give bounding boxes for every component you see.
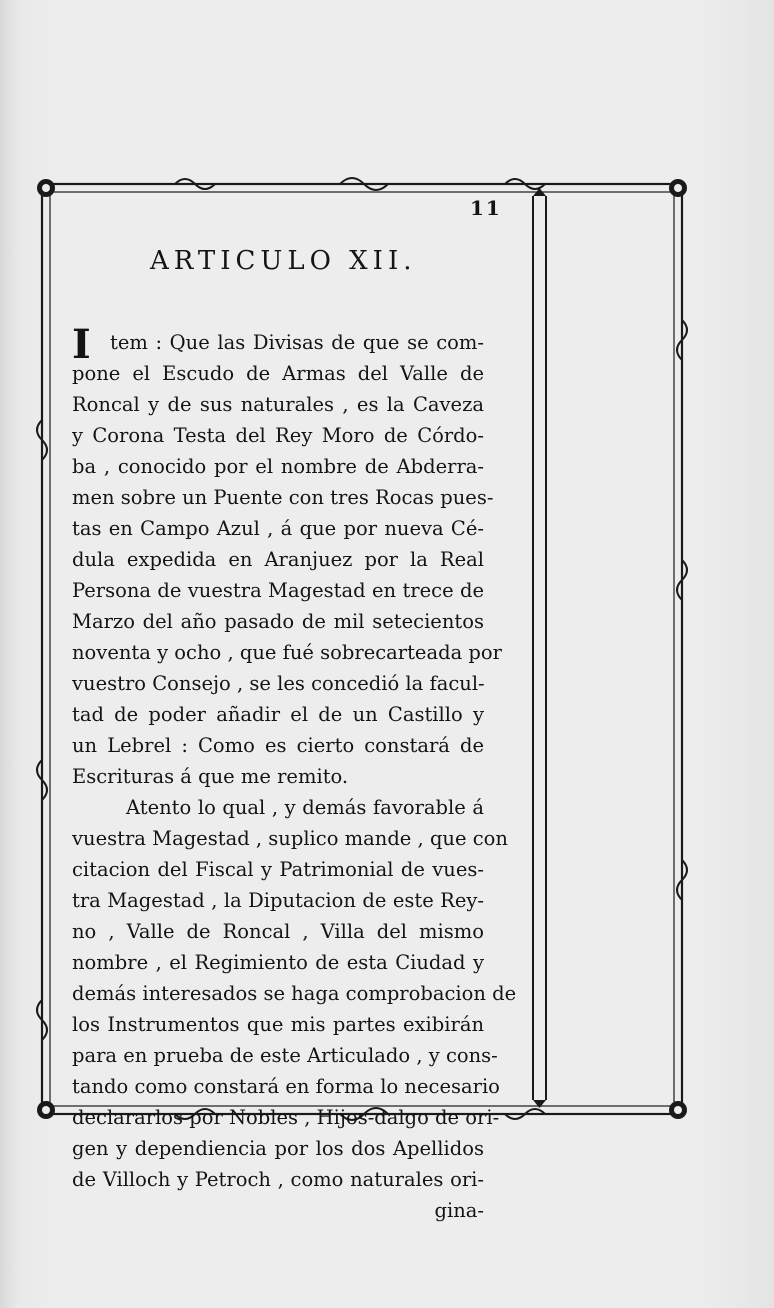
- text-line: declararlos por Nobles , Hijos-dalgo de ori-: [72, 1106, 500, 1129]
- page-number: 11: [470, 196, 502, 220]
- text-line: demás interesados se haga comprobacion de: [72, 982, 517, 1005]
- drop-cap: I: [72, 321, 91, 368]
- text-line: Persona de vuestra Magestad en trece de: [72, 579, 484, 602]
- text-line: de Villoch y Petroch , como naturales ori-: [72, 1168, 484, 1191]
- text-line: ba , conocido por el nombre de Abderra-: [72, 455, 484, 478]
- text-line: dula expedida en Aranjuez por la Real: [72, 548, 484, 571]
- text-line: Marzo del año pasado de mil setecientos: [72, 610, 484, 633]
- text-line: citacion del Fiscal y Patrimonial de vues-: [72, 858, 484, 881]
- text-line: y Corona Testa del Rey Moro de Córdo-: [72, 424, 484, 447]
- text-line: vuestro Consejo , se les concedió la facul-: [72, 672, 485, 695]
- text-line: tas en Campo Azul , á que por nueva Cé-: [72, 517, 484, 540]
- text-line: Roncal y de sus naturales , es la Caveza: [72, 393, 484, 416]
- text-line: Escrituras á que me remito.: [72, 765, 349, 788]
- text-line: tando como constará en forma lo necesario: [72, 1075, 500, 1098]
- text-line: Atento lo qual , y demás favorable á: [126, 796, 484, 819]
- catchword: gina-: [434, 1199, 484, 1222]
- text-line: men sobre un Puente con tres Rocas pues-: [72, 486, 494, 509]
- text-line: para en prueba de este Articulado , y cons-: [72, 1044, 498, 1067]
- article-heading: ARTICULO XII.: [150, 246, 417, 276]
- text-line: tem : Que las Divisas de que se com-: [110, 331, 484, 354]
- text-line: un Lebrel : Como es cierto constará de: [72, 734, 484, 757]
- text-line: tad de poder añadir el de un Castillo y: [72, 703, 484, 726]
- text-line: gen y dependiencia por los dos Apellidos: [72, 1137, 484, 1160]
- text-line: no , Valle de Roncal , Villa del mismo: [72, 920, 484, 943]
- text-line: los Instrumentos que mis partes exibirán: [72, 1013, 484, 1036]
- text-line: nombre , el Regimiento de esta Ciudad y: [72, 951, 484, 974]
- text-line: pone el Escudo de Armas del Valle de: [72, 362, 484, 385]
- text-line: vuestra Magestad , suplico mande , que con: [72, 827, 508, 850]
- text-line: tra Magestad , la Diputacion de este Rey-: [72, 889, 484, 912]
- text-line: noventa y ocho , que fué sobrecarteada por: [72, 641, 502, 664]
